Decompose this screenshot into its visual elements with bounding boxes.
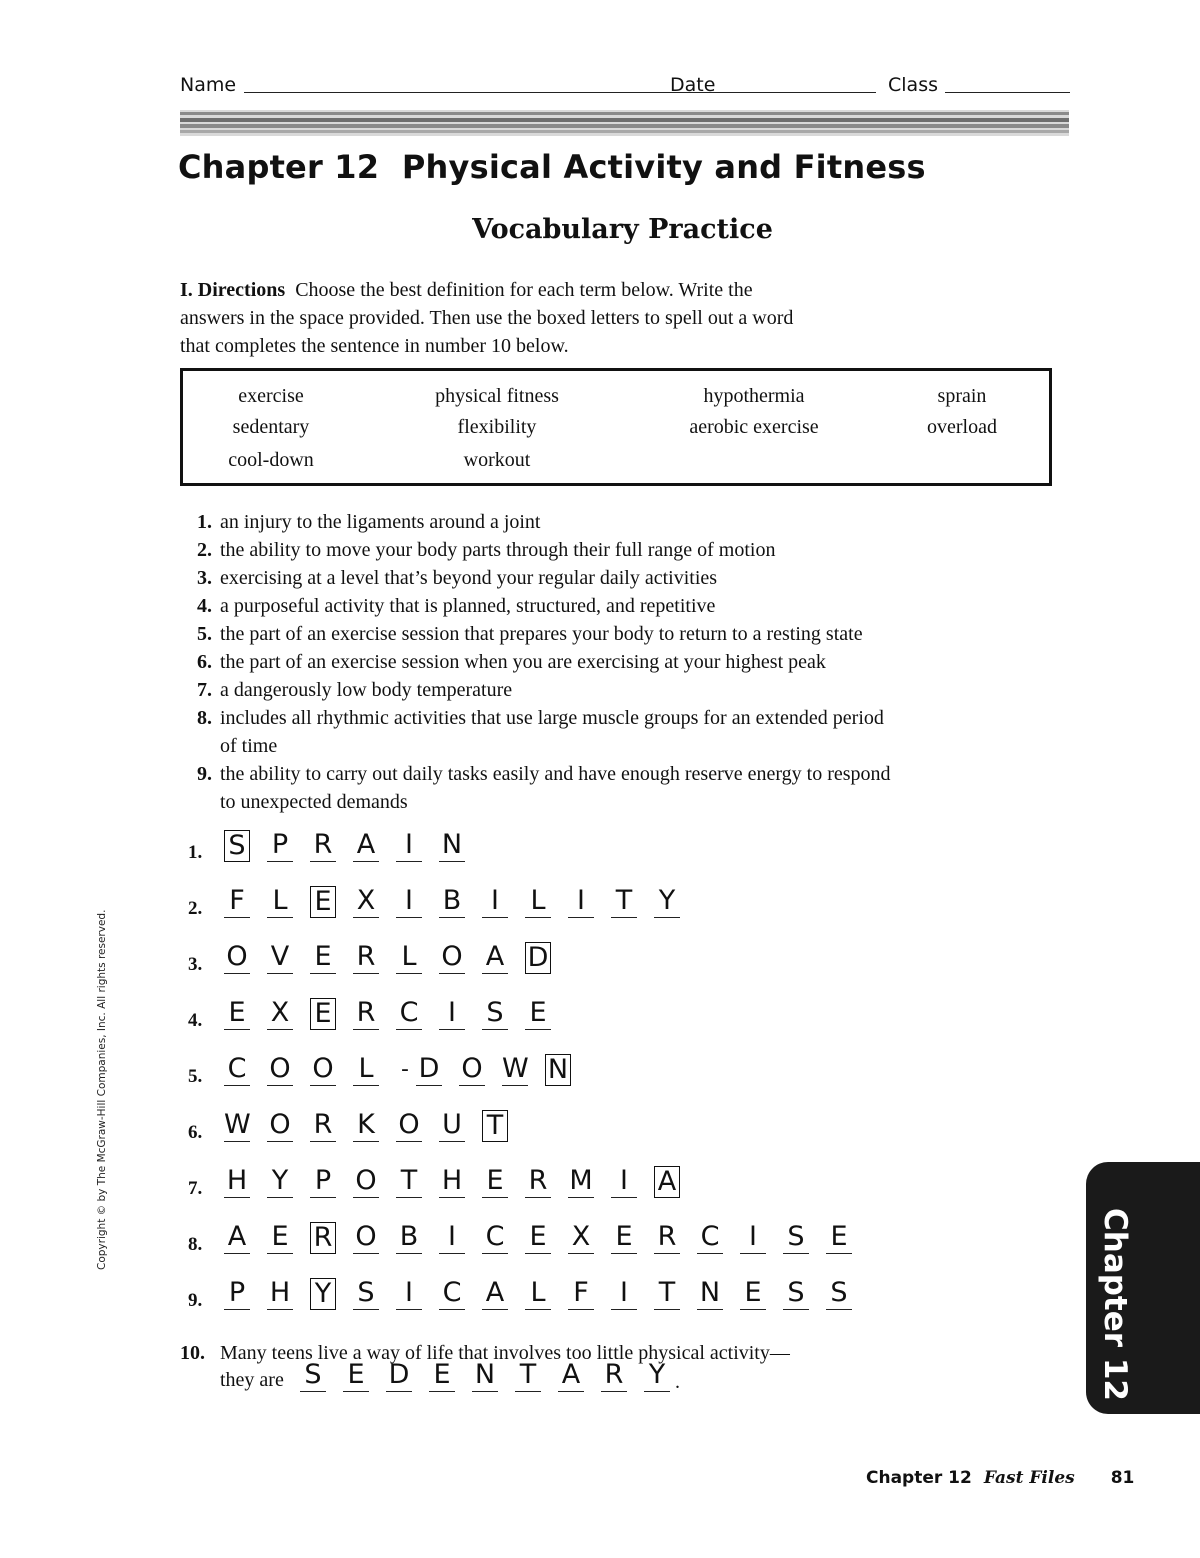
q10-answer-letter[interactable]: S — [300, 1359, 326, 1392]
answer-letter[interactable]: F — [568, 1277, 594, 1310]
definition-number: 4. — [197, 595, 212, 617]
answer-letter[interactable]: N — [439, 829, 465, 862]
answer-letter[interactable]: B — [396, 1221, 422, 1254]
boxed-answer-letter[interactable]: S — [224, 830, 250, 862]
answer-letter[interactable]: I — [439, 1221, 465, 1254]
question-10-text: Many teens live a way of life that involves too little physical activity— — [220, 1342, 790, 1364]
word-bank — [180, 368, 1052, 486]
answer-letter[interactable]: S — [783, 1221, 809, 1254]
boxed-answer-letter[interactable]: E — [310, 998, 336, 1030]
q10-answer-letter[interactable]: D — [386, 1359, 412, 1392]
answer-letter[interactable]: R — [525, 1165, 551, 1198]
answer-letter[interactable]: I — [396, 1277, 422, 1310]
answer-number: 4. — [188, 1010, 203, 1031]
definition-item — [186, 704, 1046, 760]
answer-letter[interactable]: E — [267, 1221, 293, 1254]
definition-number: 3. — [197, 567, 212, 589]
answer-row — [188, 1106, 888, 1146]
q10-period: . — [675, 1371, 680, 1393]
answer-letter[interactable]: B — [439, 885, 465, 918]
side-tab-text: Chapter 12 — [1097, 1208, 1133, 1401]
answer-letter[interactable]: A — [482, 1277, 508, 1310]
answer-letter[interactable]: O — [310, 1053, 336, 1086]
definition-number: 5. — [197, 623, 212, 645]
boxed-answer-letter[interactable]: Y — [310, 1278, 336, 1310]
q10-answer-letter[interactable]: Y — [644, 1359, 670, 1392]
answer-letter[interactable]: E — [826, 1221, 852, 1254]
q10-answer-letter[interactable]: N — [472, 1359, 498, 1392]
directions-line-1: Choose the best definition for each term below. Write the — [295, 279, 753, 301]
answer-row — [188, 1218, 888, 1258]
answer-row — [188, 882, 888, 922]
section-title: Vocabulary Practice — [472, 214, 773, 245]
answer-letter[interactable]: I — [611, 1277, 637, 1310]
q10-answer-letter[interactable]: E — [343, 1359, 369, 1392]
answer-row — [188, 1162, 888, 1202]
answer-number: 6. — [188, 1122, 203, 1143]
q10-answer-letter[interactable]: T — [515, 1359, 541, 1392]
answer-letter[interactable]: R — [353, 997, 379, 1030]
answer-letter[interactable]: L — [525, 1277, 551, 1310]
answer-letter[interactable]: I — [482, 885, 508, 918]
answer-letter[interactable]: R — [310, 829, 336, 862]
q10-answer-letter[interactable]: R — [601, 1359, 627, 1392]
answer-letter[interactable]: C — [697, 1221, 723, 1254]
answer-letter[interactable]: S — [783, 1277, 809, 1310]
definition-text: an injury to the ligaments around a joint — [220, 511, 541, 533]
definition-number: 8. — [197, 707, 212, 729]
answer-letter[interactable]: O — [353, 1221, 379, 1254]
answer-number: 9. — [188, 1290, 203, 1311]
answer-letter[interactable]: O — [267, 1109, 293, 1142]
word-bank-term: sedentary — [232, 416, 310, 438]
word-bank-term: workout — [463, 449, 531, 471]
definition-number: 7. — [197, 679, 212, 701]
class-label: Class — [888, 74, 938, 96]
answer-letter[interactable]: Y — [654, 885, 680, 918]
answer-letter[interactable]: O — [459, 1053, 485, 1086]
answer-letter[interactable]: R — [310, 1109, 336, 1142]
answer-letter[interactable]: X — [267, 997, 293, 1030]
answer-letter[interactable]: Y — [267, 1165, 293, 1198]
definition-text: exercising at a level that’s beyond your regular daily activities — [220, 567, 718, 589]
question-10-answer — [300, 1356, 700, 1396]
page-number: 81 — [1110, 1468, 1135, 1488]
directions — [180, 276, 940, 360]
definition-item — [186, 564, 1046, 592]
answer-number: 1. — [188, 842, 203, 863]
definition-number: 6. — [197, 651, 212, 673]
answer-letter[interactable]: T — [654, 1277, 680, 1310]
copyright-notice: Copyright © by The McGraw-Hill Companies, Inc. All rights reserved. — [96, 909, 108, 1270]
answer-letter[interactable]: M — [569, 1165, 593, 1196]
answer-letter[interactable]: I — [439, 997, 465, 1030]
answer-letter[interactable]: H — [224, 1165, 250, 1198]
chapter-title: Chapter 12 Physical Activity and Fitness — [178, 148, 926, 186]
answer-letter[interactable]: L — [396, 941, 422, 974]
answer-letter[interactable]: X — [568, 1221, 594, 1254]
answer-letter[interactable]: E — [525, 1221, 551, 1254]
footer-chapter: Chapter 12 — [866, 1468, 972, 1488]
answer-letter[interactable]: S — [353, 1277, 379, 1310]
answer-letter[interactable]: H — [439, 1165, 465, 1198]
page-footer — [866, 1468, 1134, 1488]
definition-text: a purposeful activity that is planned, structured, and repetitive — [220, 595, 716, 617]
definition-text-cont: to unexpected demands — [220, 791, 408, 813]
question-10-number: 10. — [180, 1342, 205, 1364]
definitions-list — [186, 508, 1046, 816]
answer-letter[interactable]: W — [502, 1053, 529, 1084]
answer-row — [188, 938, 888, 978]
answer-letter[interactable]: L — [525, 885, 551, 918]
definition-text: includes all rhythmic activities that use large muscle groups for an extended period — [220, 707, 884, 729]
q10-answer-letter[interactable]: A — [558, 1359, 584, 1392]
answer-letter[interactable]: F — [224, 885, 250, 918]
answer-letter[interactable]: E — [482, 1165, 508, 1198]
answer-letter[interactable]: E — [525, 997, 551, 1030]
definition-item — [186, 676, 1046, 704]
answer-letter[interactable]: D — [416, 1053, 442, 1086]
chapter-side-tab-label — [1093, 1208, 1143, 1401]
definition-number: 2. — [197, 539, 212, 561]
question-10-prefix: they are — [220, 1369, 284, 1391]
definition-text-cont: of time — [220, 735, 278, 757]
answer-letter[interactable]: P — [224, 1277, 250, 1310]
definition-item — [186, 592, 1046, 620]
answer-letter[interactable]: W — [224, 1109, 251, 1140]
answer-letter[interactable]: C — [224, 1053, 250, 1086]
answer-letter[interactable]: I — [568, 885, 594, 918]
definition-number: 1. — [197, 511, 212, 533]
name-label: Name — [180, 74, 237, 96]
boxed-answer-letter[interactable]: N — [545, 1054, 571, 1086]
boxed-answer-letter[interactable]: E — [310, 886, 336, 918]
q10-answer-letter[interactable]: E — [429, 1359, 455, 1392]
date-blank[interactable] — [722, 92, 876, 93]
answer-row — [188, 994, 888, 1034]
word-bank-term: overload — [927, 416, 997, 438]
answer-number: 3. — [188, 954, 203, 975]
answer-letter[interactable]: O — [353, 1165, 379, 1198]
class-blank[interactable] — [945, 92, 1070, 93]
directions-line-2: answers in the space provided. Then use the boxed letters to spell out a word — [180, 307, 794, 329]
footer-book-title: Fast Files — [983, 1468, 1075, 1488]
answer-letter[interactable]: V — [267, 941, 293, 974]
boxed-answer-letter[interactable]: T — [482, 1110, 508, 1142]
definition-number: 9. — [197, 763, 212, 785]
answer-letter[interactable]: E — [740, 1277, 766, 1310]
word-bank-term: flexibility — [457, 416, 537, 438]
answer-letter[interactable]: A — [353, 829, 379, 862]
answer-letter[interactable]: R — [353, 941, 379, 974]
answer-letter[interactable]: S — [826, 1277, 852, 1310]
answer-letter[interactable]: X — [353, 885, 379, 918]
definition-item — [186, 648, 1046, 676]
answer-letter[interactable]: C — [396, 997, 422, 1030]
answer-letter[interactable]: U — [439, 1109, 465, 1142]
definition-text: the ability to carry out daily tasks easily and have enough reserve energy to respond — [220, 763, 891, 785]
answer-letter[interactable]: C — [482, 1221, 508, 1254]
answer-letter[interactable]: E — [310, 941, 336, 974]
answer-number: 8. — [188, 1234, 203, 1255]
answer-letter[interactable]: I — [740, 1221, 766, 1254]
directions-line-3: that completes the sentence in number 10 below. — [180, 335, 569, 357]
answer-number: 2. — [188, 898, 203, 919]
answer-row — [188, 1274, 888, 1314]
answer-letter[interactable]: L — [267, 885, 293, 918]
answer-letter[interactable]: H — [267, 1277, 293, 1310]
definition-text: the ability to move your body parts through their full range of motion — [220, 539, 776, 561]
answer-letter[interactable]: I — [611, 1165, 637, 1198]
answer-letter[interactable]: P — [267, 829, 293, 862]
word-bank-term: physical fitness — [435, 385, 559, 407]
answer-letter[interactable]: S — [482, 997, 508, 1030]
word-bank-term: hypothermia — [703, 385, 805, 407]
definition-item — [186, 620, 1046, 648]
boxed-answer-letter[interactable]: A — [654, 1166, 680, 1198]
definition-text: the part of an exercise session that prepares your body to return to a resting state — [220, 623, 863, 645]
answer-letter[interactable]: T — [611, 885, 637, 918]
answer-letter[interactable]: E — [611, 1221, 637, 1254]
definition-item — [186, 508, 1046, 536]
directions-label: I. Directions — [180, 279, 286, 301]
definition-item — [186, 536, 1046, 564]
answer-letter[interactable]: O — [267, 1053, 293, 1086]
answer-number: 5. — [188, 1066, 203, 1087]
answer-letter[interactable]: - — [401, 1057, 409, 1082]
answer-letter[interactable]: L — [353, 1053, 379, 1086]
word-bank-term: cool-down — [228, 449, 314, 471]
answer-letter[interactable]: E — [224, 997, 250, 1030]
answer-letter[interactable]: P — [310, 1165, 336, 1198]
answer-letter[interactable]: C — [439, 1277, 465, 1310]
date-label: Date — [670, 74, 716, 96]
answer-letter[interactable]: R — [654, 1221, 680, 1254]
answer-letter[interactable]: I — [396, 885, 422, 918]
word-bank-term: aerobic exercise — [689, 416, 819, 438]
answer-row — [188, 826, 888, 866]
answer-letter[interactable]: O — [396, 1109, 422, 1142]
word-bank-term: exercise — [238, 385, 304, 407]
answer-letter[interactable]: A — [482, 941, 508, 974]
answer-letter[interactable]: N — [697, 1277, 723, 1310]
boxed-answer-letter[interactable]: D — [525, 942, 551, 974]
answer-letter[interactable]: O — [224, 941, 250, 974]
definition-item — [186, 760, 1046, 816]
answer-row — [188, 1050, 888, 1090]
definition-text: the part of an exercise session when you are exercising at your highest peak — [220, 651, 826, 673]
header-rule — [180, 110, 1069, 136]
answer-letter[interactable]: I — [396, 829, 422, 862]
answer-letter[interactable]: T — [396, 1165, 422, 1198]
answer-letter[interactable]: K — [353, 1109, 379, 1142]
boxed-answer-letter[interactable]: R — [310, 1222, 336, 1254]
definition-text: a dangerously low body temperature — [220, 679, 513, 701]
answer-letter[interactable]: A — [224, 1221, 250, 1254]
answer-number: 7. — [188, 1178, 203, 1199]
name-date-class-header — [180, 70, 1070, 98]
word-bank-term: sprain — [937, 385, 987, 407]
answer-letter[interactable]: O — [439, 941, 465, 974]
